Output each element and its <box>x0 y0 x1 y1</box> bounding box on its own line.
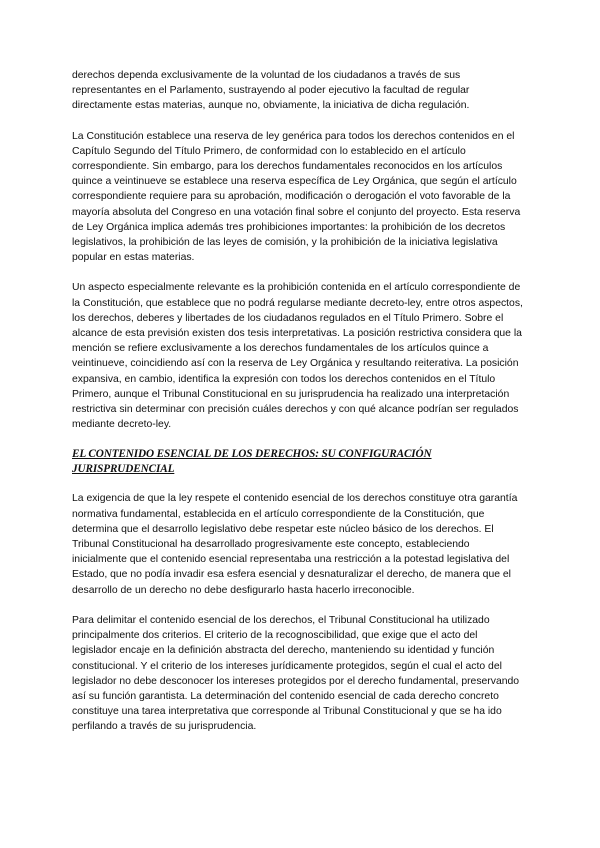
paragraph-reserva-ley-organica: La Constitución establece una reserva de ley genérica para todos los derechos contenidos en el Capítulo Segundo del Título Primero, de conformidad con lo establecido en el artículo correspondiente. Sin embargo, para los derechos fundamentales reconocidos en los artículos quince a veintinueve se establece una reserva específica de Ley Orgánica, que según el artículo correspondiente requiere para su aprobación, modificación o derogación el voto favorable de la mayoría absoluta del Congreso en una votación final sobre el conjunto del proyecto. Esta reserva de Ley Orgánica implica además tres prohibiciones importantes: la prohibición de los decretos legislativos, la prohibición de las leyes de comisión, y la prohibición de la iniciativa legislativa popular en estas materias. <box>72 130 521 264</box>
paragraph-contenido-esencial: La exigencia de que la ley respete el contenido esencial de los derechos constituye otra garantía normativa fundamental, establecida en el artículo correspondiente de la Constitución, que determina que el desarrollo legislativo debe respetar este núcleo básico de los derechos. El Tribunal Constitucional ha desarrollado progresivamente este concepto, estableciendo inicialmente que el contenido esencial representaba una restricción a la potestad legislativa del Estado, que no podía invadir esa esfera esencial y desnaturalizar el derecho, de manera que el desarrollo de un derecho no debe desfigurarlo hasta hacerlo irreconocible. <box>72 493 518 596</box>
paragraph-reserva-parlamento: derechos dependa exclusivamente de la voluntad de los ciudadanos a través de sus representantes en el Parlamento, sustrayendo al poder ejecutivo la facultad de regular directamente estas materias, aunque no, obviamente, la iniciativa de dicha regulación. <box>72 70 470 112</box>
paragraph-criterios-delimitacion: Para delimitar el contenido esencial de los derechos, el Tribunal Constitucional ha utilizado principalmente dos criterios. El criterio de la recognoscibilidad, que exige que el acto del legislador encaje en la definición abstracta del derecho, manteniendo su identidad y función constitucional. Y el criterio de los intereses jurídicamente protegidos, según el cual el acto del legislador no debe desconocer los intereses protegidos por el derecho fundamental, preservando así su función garantista. La determinación del contenido esencial de cada derecho concreto constituye una tarea interpretativa que corresponde al Tribunal Constitucional y que se ha ido perfilando a través de su jurisprudencia. <box>72 614 520 733</box>
document-page <box>72 68 524 750</box>
paragraph-prohibicion-decreto-ley: Un aspecto especialmente relevante es la prohibición contenida en el artículo correspondiente de la Constitución, que establece que no podrá regularse mediante decreto-ley, entre otros aspectos, los derechos, deberes y libertades de los ciudadanos regulados en el Título Primero. Sobre el alcance de esta previsión existen dos tesis interpretativas. La posición restrictiva considera que la mención se refiere exclusivamente a los derechos fundamentales de los artículos quince a veintinueve, coincidiendo así con la reserva de Ley Orgánica y resultando reiterativa. La posición expansiva, en cambio, identifica la expresión con todos los derechos contenidos en el Título Primero, aunque el Tribunal Constitucional en su jurisprudencia ha realizado una interpretación restrictiva sin determinar con precisión cuáles derechos y con qué alcance podrían ser regulados mediante decreto-ley. <box>72 282 523 431</box>
section-heading: EL CONTENIDO ESENCIAL DE LOS DERECHOS: SU CONFIGURACIÓN JURISPRUDENCIAL <box>72 448 432 476</box>
